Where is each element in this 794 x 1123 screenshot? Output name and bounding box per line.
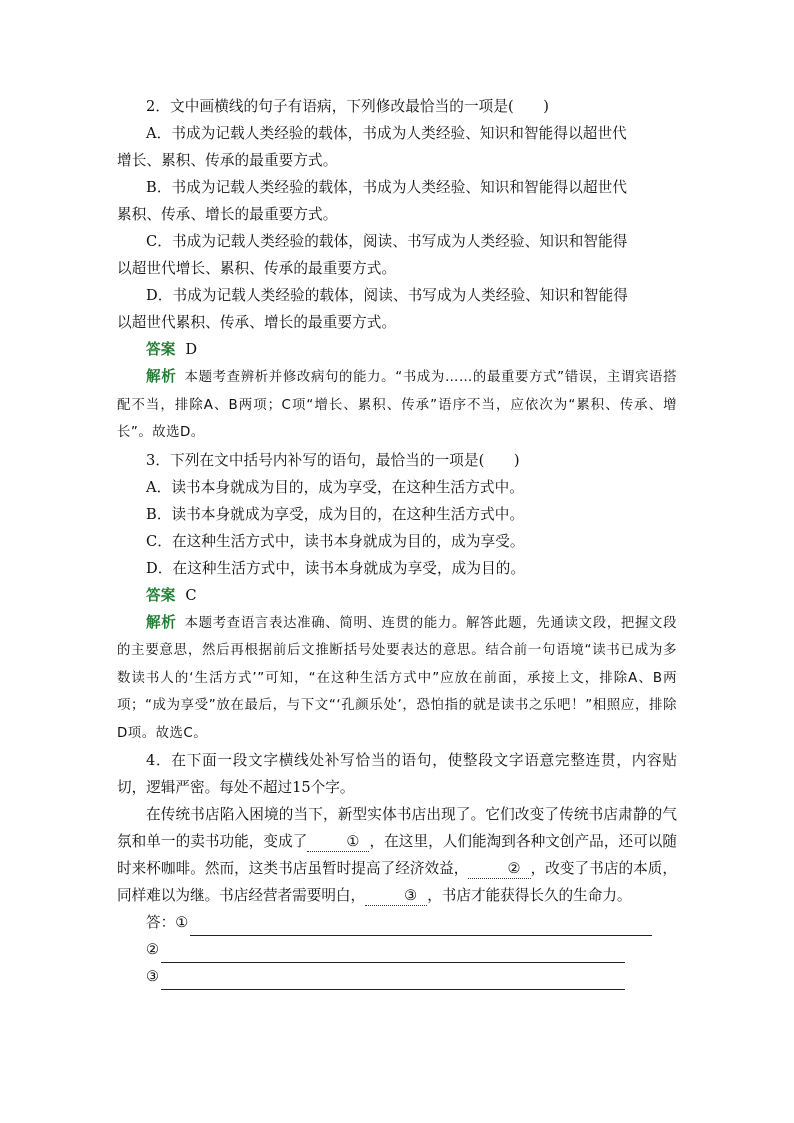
answer-line-2	[117, 936, 677, 963]
q2-option-b: B．书成为记载人类经验的载体，书成为人类经验、知识和智能得以超世代 累积、传承、增长的最重要方式。	[117, 179, 628, 223]
answer-line-1	[117, 909, 677, 936]
q3-answer	[117, 582, 677, 609]
blank-2: ②	[468, 860, 530, 879]
explanation-text: 本题考查语言表达准确、简明、连贯的能力。解答此题，先通读文段，把握文段的主要意思，然后再根据前后文推断括号处要表达的意思。结合前一句语境“读书已成为多数读书人的‘生活方式’”可知，“在这种生活方式中”应放在前面，承接上文，排除A、B两项；“成为享受”放在最后，与下文“‘孔颜乐处’，恐怕指的就是读书之乐吧！”相照应，排除D项。故选C。	[117, 615, 677, 741]
answer-mark-3: ③	[146, 968, 160, 985]
answer-write-line-2[interactable]	[161, 943, 625, 963]
worksheet-page	[117, 93, 677, 990]
answer-line-3	[117, 963, 677, 990]
q2-option-c: C．书成为记载人类经验的载体，阅读、书写成为人类经验、知识和智能得 以超世代增长、累积、传承的最重要方式。	[117, 233, 628, 277]
answer-write-line-1[interactable]	[190, 916, 652, 936]
explanation-text: 本题考查辨析并修改病句的能力。“书成为……的最重要方式”错误，主谓宾语搭配不当，排除A、B两项；C项“增长、累积、传承”语序不当，应依次为“累积、传承、增长”。故选D。	[117, 370, 677, 440]
q4-passage: 在传统书店陷入困境的当下，新型实体书店出现了。它们改变了传统书店肃静的气氛和单一的卖书功能，变成了 ① ，在这里，人们能淘到各种文创产品，还可以随时来杯咖啡。然而，这类书店虽暂时提高了经济效益， ② ，改变了书店的本质，同样难以为继。书店经营者需要明白， ③ ，书店才能获得长久的生命力。	[117, 806, 677, 904]
answer-prefix: 答：	[146, 914, 176, 931]
blank-1: ①	[307, 833, 369, 852]
q3-option-a: A．读书本身就成为目的，成为享受，在这种生活方式中。	[146, 478, 524, 496]
answer-label: 答案	[146, 586, 176, 604]
blank-3: ③	[365, 887, 427, 906]
q3-option-c: C．在这种生活方式中，读书本身就成为目的，成为享受。	[146, 532, 525, 550]
q2-explanation	[117, 363, 677, 447]
q2-stem: 2．文中画横线的句子有语病，下列修改最恰当的一项是( )	[146, 98, 550, 115]
explanation-label: 解析	[146, 613, 177, 631]
answer-mark-2: ②	[146, 941, 160, 958]
q3-option-b: B．读书本身就成为享受，成为目的，在这种生活方式中。	[146, 505, 525, 523]
q4-stem: 4．在下面一段文字横线处补写恰当的语句，使整段文字语意完整连贯，内容贴切，逻辑严密。每处不超过15个字。	[117, 752, 677, 796]
q3-option-d: D．在这种生活方式中，读书本身就成为享受，成为目的。	[146, 559, 526, 577]
q3-stem: 3．下列在文中括号内补写的语句，最恰当的一项是( )	[146, 451, 520, 469]
answer-value: C	[185, 586, 197, 604]
answer-mark-1: ①	[175, 914, 189, 931]
answer-label: 答案	[146, 341, 176, 358]
q2-answer	[117, 336, 677, 363]
q2-option-a: A．书成为记载人类经验的载体，书成为人类经验、知识和智能得以超世代 增长、累积、传承的最重要方式。	[117, 125, 627, 169]
answer-value: D	[185, 341, 198, 358]
answer-write-line-3[interactable]	[161, 970, 625, 990]
q3-explanation	[117, 609, 677, 748]
explanation-label: 解析	[146, 368, 177, 385]
q2-option-d: D．书成为记载人类经验的载体，阅读、书写成为人类经验、知识和智能得 以超世代累积、传承、增长的最重要方式。	[117, 287, 629, 331]
